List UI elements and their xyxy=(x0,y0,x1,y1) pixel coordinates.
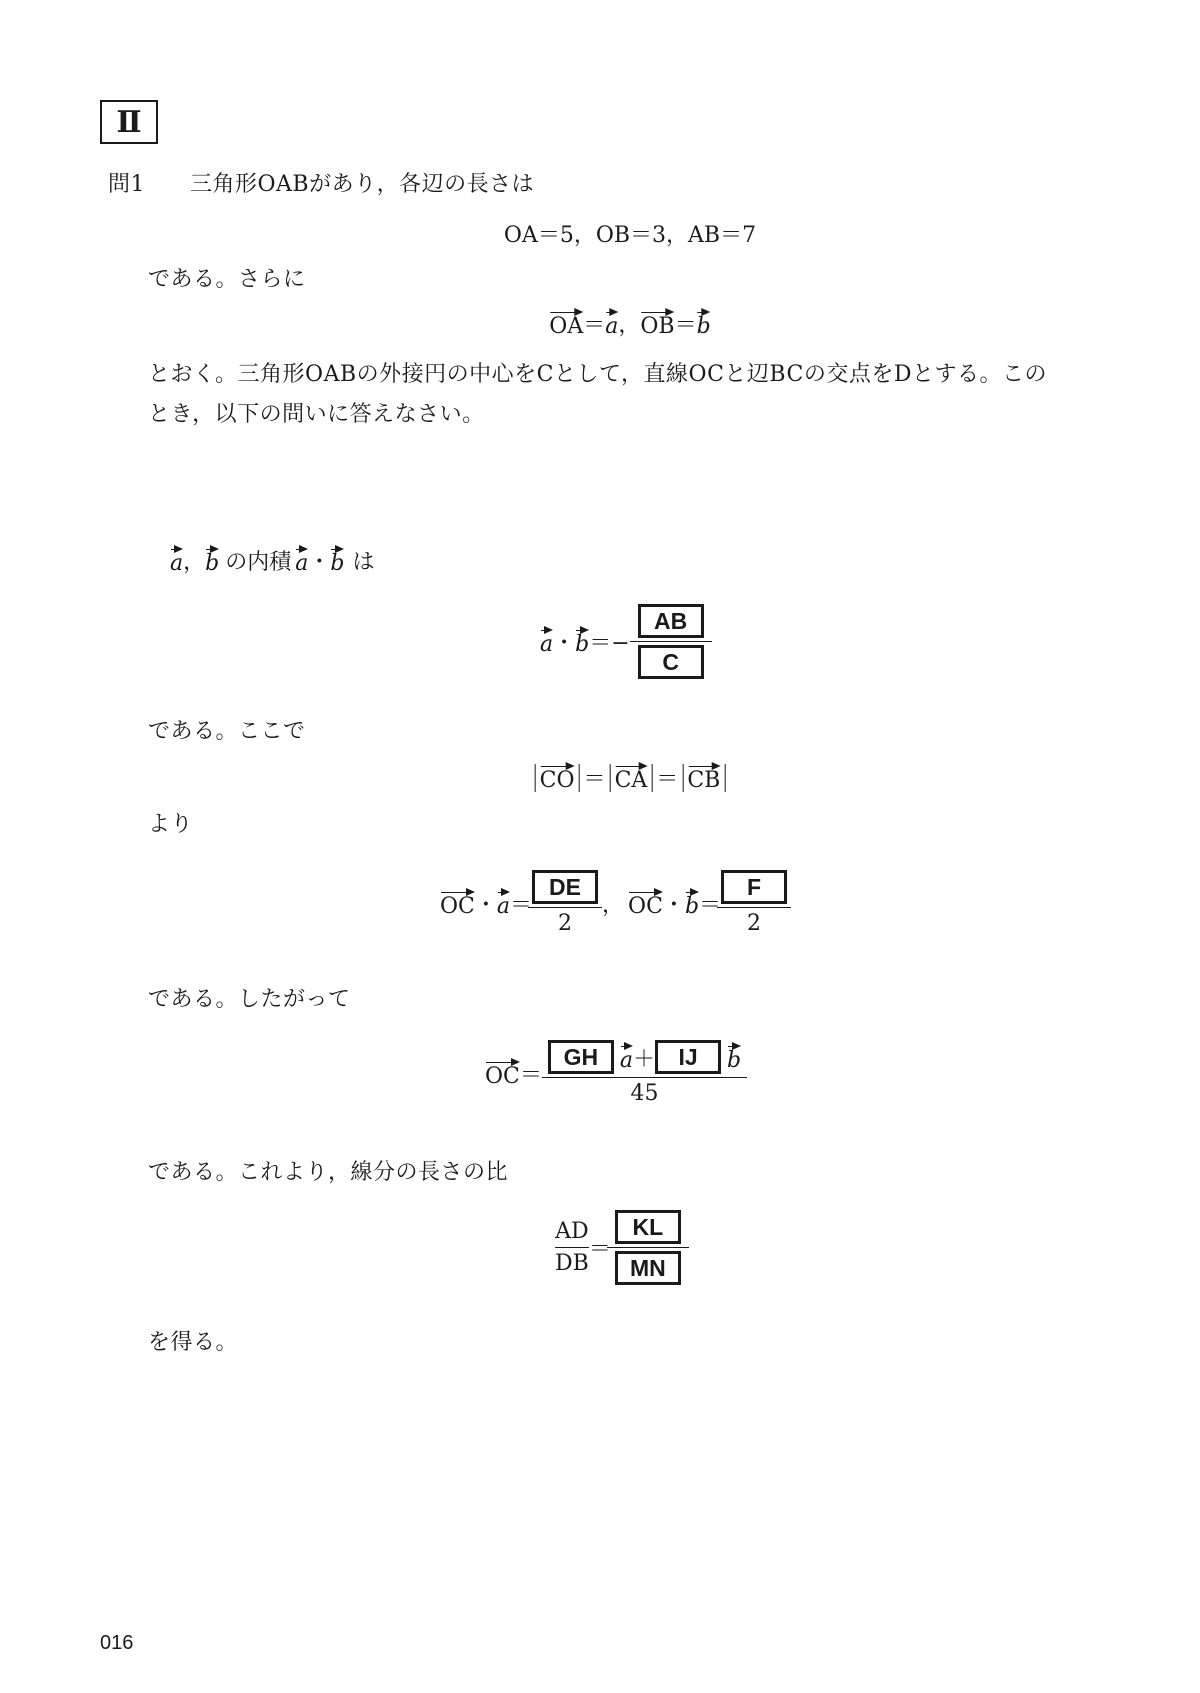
fraction-denominator: DB xyxy=(555,1247,589,1276)
text-ratio: である。これより，線分の長さの比 xyxy=(148,1160,509,1185)
dot-operator: ・ xyxy=(308,550,331,575)
vector-cb: CB xyxy=(687,763,720,792)
vector-definition xyxy=(549,308,710,339)
answer-box-de[interactable]: DE xyxy=(532,870,598,904)
text-furthermore: である。さらに xyxy=(148,267,306,292)
fraction xyxy=(542,1040,747,1106)
dot-operator: ・ xyxy=(553,631,576,656)
vector-a: a xyxy=(605,309,618,338)
fraction xyxy=(532,870,598,936)
page-number: 016 xyxy=(100,1632,134,1654)
vector-b: b xyxy=(205,546,219,575)
fraction-denominator: 2 xyxy=(528,907,602,936)
answer-box-gh[interactable]: GH xyxy=(548,1040,614,1074)
fraction-denominator: 45 xyxy=(542,1077,747,1106)
text-yori: より xyxy=(148,812,194,837)
side-lengths-equation xyxy=(504,218,756,249)
side-ab: AB＝7 xyxy=(688,223,757,248)
vector-b: b xyxy=(697,309,711,338)
abs-bar xyxy=(579,764,580,792)
section-mark: Ⅱ xyxy=(100,100,158,144)
plus-sign: ＋ xyxy=(633,1046,656,1072)
separator: ， xyxy=(602,892,625,918)
separator: ， xyxy=(618,313,641,338)
equals-sign: ＝ xyxy=(583,313,606,338)
fraction-numerator xyxy=(615,1210,681,1247)
oc-dot-equation xyxy=(440,870,787,936)
vector-b: b xyxy=(330,546,344,575)
side-ob: OB＝3 xyxy=(595,223,667,248)
equals-sign: ＝ xyxy=(674,313,697,338)
fraction xyxy=(634,604,708,679)
particle-wa: は xyxy=(352,550,375,575)
answer-box-c[interactable]: C xyxy=(638,645,704,679)
side-oa: OA＝5 xyxy=(503,223,574,248)
equals-sign: ＝ xyxy=(583,767,606,792)
equals-sign: ＝ xyxy=(519,1062,542,1088)
answer-box-ij[interactable]: IJ xyxy=(655,1040,721,1074)
fraction-denominator: 2 xyxy=(717,907,791,936)
vector-b: b xyxy=(575,627,589,656)
dot-operator: ・ xyxy=(474,892,497,918)
vector-oa: OA xyxy=(549,309,583,338)
vector-a: a xyxy=(620,1043,633,1072)
fraction-denominator xyxy=(607,1247,689,1285)
answer-box-mn[interactable]: MN xyxy=(615,1251,681,1285)
fraction-numerator xyxy=(542,1040,747,1077)
fraction xyxy=(611,1210,685,1285)
fraction xyxy=(721,870,787,936)
answer-box-kl[interactable]: KL xyxy=(615,1210,681,1244)
equals-sign: ＝ xyxy=(510,892,533,918)
fraction-numerator xyxy=(721,870,787,907)
equals-sign: ＝ xyxy=(656,767,679,792)
vector-a: a xyxy=(295,546,308,575)
vector-b: b xyxy=(685,889,699,918)
vector-b: b xyxy=(727,1043,741,1072)
fraction-denominator xyxy=(630,641,712,679)
separator: ， xyxy=(183,550,206,575)
answer-box-f[interactable]: F xyxy=(721,870,787,904)
abs-bar xyxy=(724,764,725,792)
answer-box-ab[interactable]: AB xyxy=(638,604,704,638)
abs-bar xyxy=(682,764,683,792)
intro-line: 三角形OABがあり，各辺の長さは xyxy=(190,172,535,197)
vector-oc: OC xyxy=(485,1059,520,1088)
fraction-numerator xyxy=(638,604,704,641)
radius-equation xyxy=(531,762,730,793)
text-obtain: を得る。 xyxy=(148,1330,239,1355)
ratio-equation xyxy=(555,1210,685,1285)
setup-line-2: とき，以下の問いに答えなさい。 xyxy=(148,402,485,427)
abs-bar xyxy=(610,764,611,792)
abs-bar xyxy=(651,764,652,792)
abs-bar xyxy=(535,764,536,792)
text-therefore: である。したがって xyxy=(148,987,351,1012)
inner-product-equation xyxy=(540,604,708,679)
vector-a: a xyxy=(540,627,553,656)
setup-line-1: とおく。三角形OABの外接円の中心をCとして，直線OCと辺BCの交点をDとする。この xyxy=(148,362,1047,387)
text-here: である。ここで xyxy=(148,719,306,744)
equals-sign: ＝ xyxy=(699,892,722,918)
fraction-numerator xyxy=(532,870,598,907)
inner-product-intro xyxy=(170,545,375,576)
oc-vector-equation xyxy=(485,1040,747,1106)
vector-oc: OC xyxy=(628,889,663,918)
fraction-numerator: AD xyxy=(555,1219,589,1244)
vector-ob: OB xyxy=(640,309,674,338)
vector-a: a xyxy=(497,889,510,918)
separator: ， xyxy=(666,223,689,248)
vector-a: a xyxy=(170,546,183,575)
equals-sign: ＝ xyxy=(588,1237,611,1262)
vector-oc: OC xyxy=(440,889,475,918)
question-label: 問1 xyxy=(108,172,145,197)
vector-ca: CA xyxy=(615,763,648,792)
inner-product-text: の内積 xyxy=(225,550,292,575)
vector-co: CO xyxy=(540,763,575,792)
fraction xyxy=(555,1219,589,1276)
separator: ， xyxy=(573,223,596,248)
dot-operator: ・ xyxy=(662,892,685,918)
equals-minus: ＝− xyxy=(589,631,630,656)
